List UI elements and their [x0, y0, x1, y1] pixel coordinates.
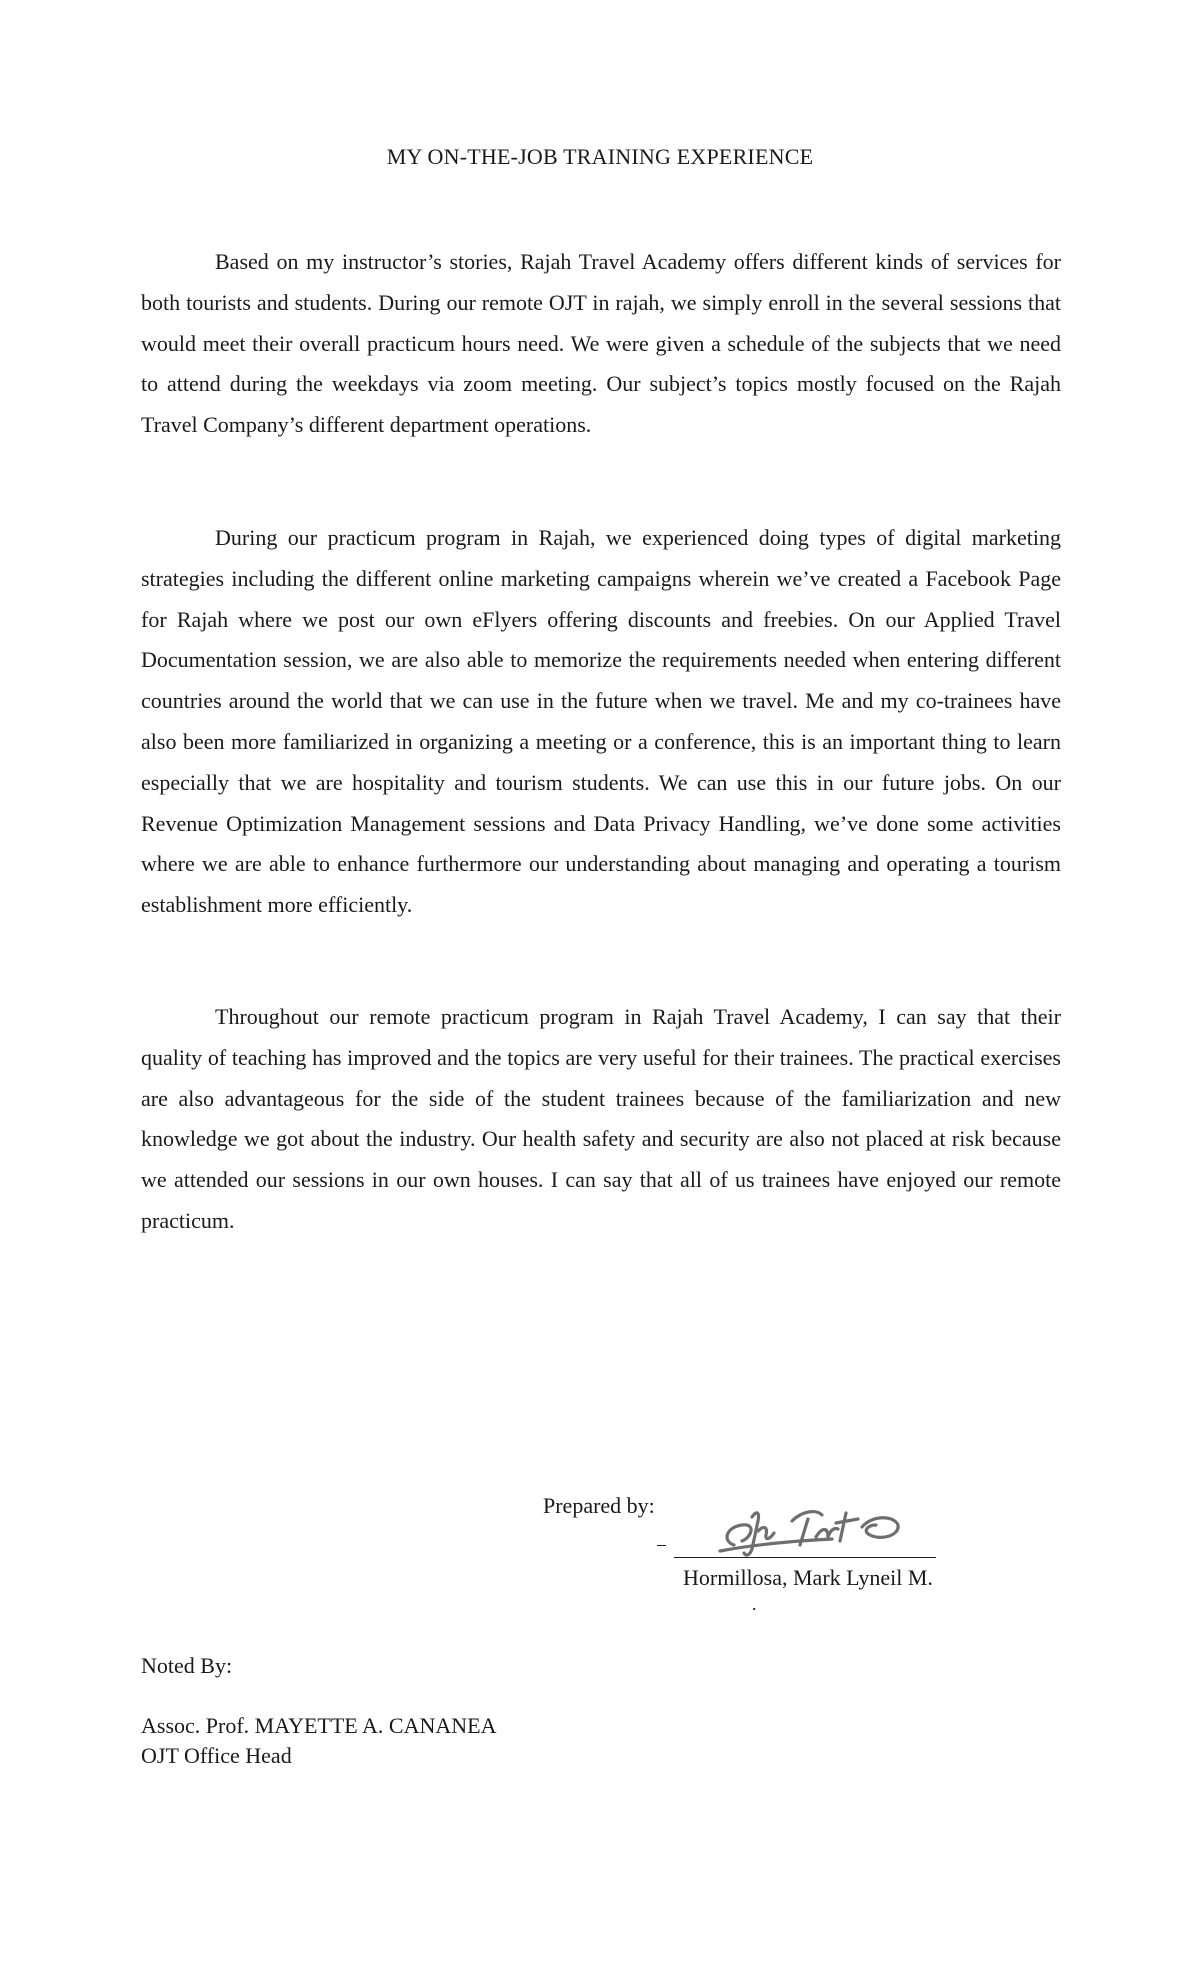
signature-dash: [657, 1545, 666, 1546]
signature-mark: [712, 1497, 912, 1561]
paragraph-2: During our practicum program in Rajah, we experienced doing types of digital marketing strategies including the different online marketing campaigns wherein we’ve created a Facebook Page for Rajah where we post our own eFlyers offering discounts and freebies. On our Applied Travel Documentation session, we are also able to memorize the requirements needed when entering different countries around the world that we can use in the future when we travel. Me and my co-trainees have also been more familiarized in organizing a meeting or a conference, this is an important thing to learn especially that we are hospitality and tourism students. We can use this in our future jobs. On our Revenue Optimization Management sessions and Data Privacy Handling, we’ve done some activities where we are able to enhance furthermore our understanding about managing and operating a tourism establishment more efficiently.: [141, 525, 1061, 918]
document-title: MY ON-THE-JOB TRAINING EXPERIENCE: [386, 144, 814, 169]
preparer-name: Hormillosa, Mark Lyneil M.: [683, 1565, 933, 1590]
paragraph-3: Throughout our remote practicum program in Rajah Travel Academy, I can say that their quality of teaching has improved and the topics are very useful for their trainees. The practical exercises are also advantageous for the side of the student trainees because of the familiarization and new knowledge we got about the industry. Our health safety and security are also not placed at risk because we attended our sessions in our own houses. I can say that all of us trainees have enjoyed our remote practicum.: [141, 1004, 1061, 1233]
prepared-by-label: Prepared by:: [543, 1493, 655, 1518]
noted-by-name: Assoc. Prof. MAYETTE A. CANANEA: [141, 1713, 497, 1738]
noted-by-label: Noted By:: [141, 1653, 233, 1678]
dot-mark: .: [752, 1594, 757, 1614]
paragraph-1: Based on my instructor’s stories, Rajah Travel Academy offers different kinds of services for both tourists and students. During our remote OJT in rajah, we simply enroll in the several sessions that would meet their overall practicum hours need. We were given a schedule of the subjects that we need to attend during the weekdays via zoom meeting. Our subject’s topics mostly focused on the Rajah Travel Company’s different department operations.: [141, 249, 1061, 438]
noted-by-title: OJT Office Head: [141, 1743, 292, 1768]
